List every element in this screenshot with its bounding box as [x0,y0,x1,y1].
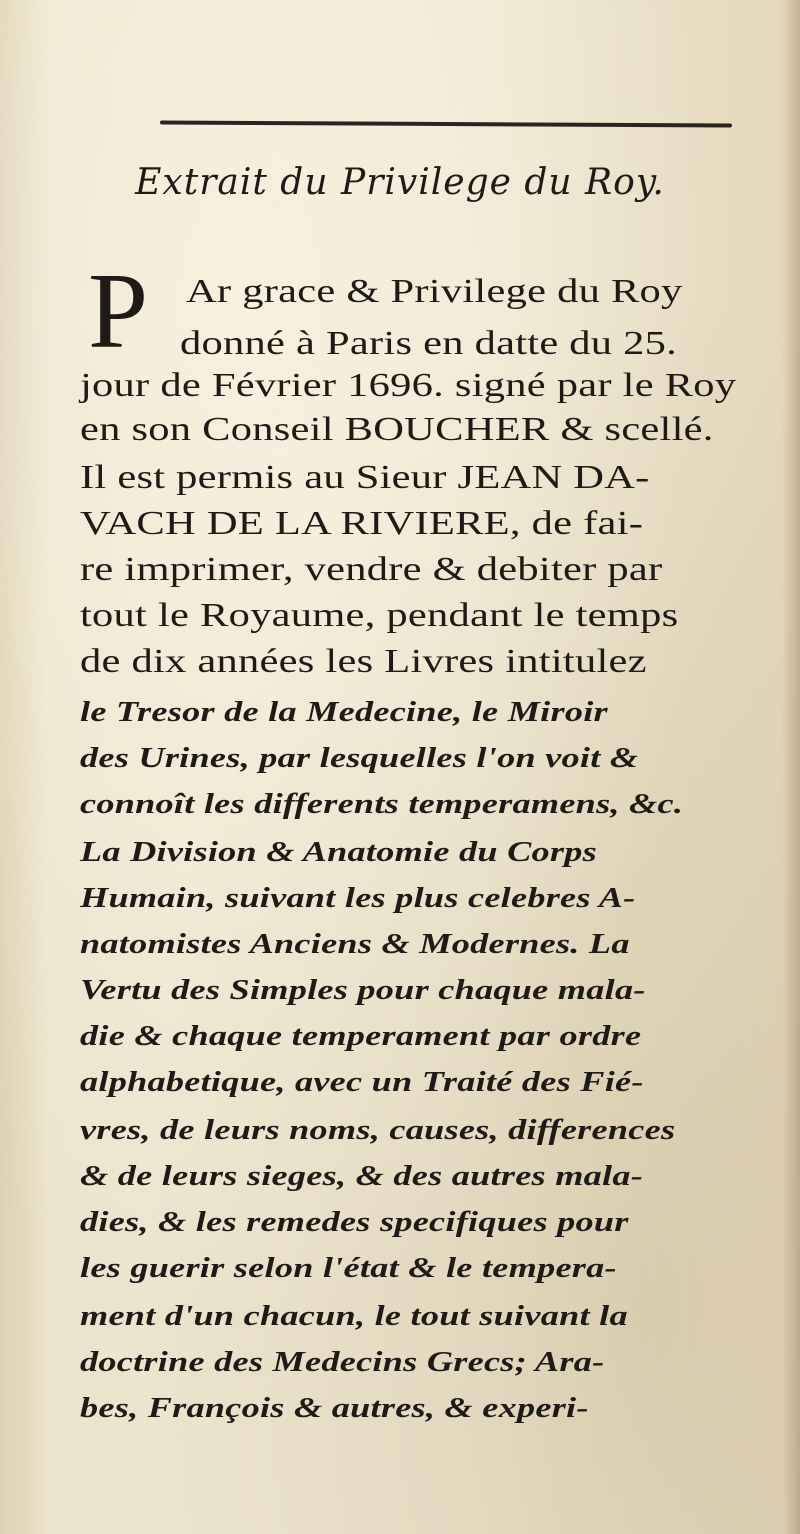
text-line: Humain, suivant les plus celebres A- [80,882,636,914]
text-line: en son Conseil BOUCHER & scellé. [80,411,714,448]
drop-cap: P [88,252,149,371]
text-line: ment d'un chacun, le tout suivant la [80,1300,628,1332]
text-line: vres, de leurs noms, causes, differences [80,1114,676,1146]
text-line: natomistes Anciens & Modernes. La [80,928,630,960]
text-line: Il est permis au Sieur JEAN DA- [80,459,650,496]
text-line: dies, & les remedes specifiques pour [80,1206,629,1238]
text-line: die & chaque temperament par ordre [80,1020,642,1052]
text-line: La Division & Anatomie du Corps [80,836,598,868]
text-line: bes, François & autres, & experi- [80,1392,589,1424]
text-line: jour de Février 1696. signé par le Roy [80,367,737,404]
text-line: Vertu des Simples pour chaque mala- [80,974,646,1006]
text-line: les guerir selon l'état & le tempera- [80,1252,617,1284]
text-line: tout le Royaume, pendant le temps [80,597,679,634]
text-line: donné à Paris en datte du 25. [180,325,678,362]
header-rule [160,121,732,128]
page-title: Extrait du Privilege du Roy. [135,162,665,203]
text-line: de dix années les Livres intitulez [80,643,647,680]
text-line: le Tresor de la Medecine, le Miroir [80,696,608,728]
text-line: connoît les differents temperamens, &c. [80,788,684,820]
text-line: & de leurs sieges, & des autres mala- [80,1160,644,1192]
text-line: VACH DE LA RIVIERE, de fai- [80,505,644,542]
text-line: alphabetique, avec un Traité des Fié- [80,1066,644,1098]
text-line: doctrine des Medecins Grecs; Ara- [80,1346,605,1378]
text-line: des Urines, par lesquelles l'on voit & [80,742,639,774]
text-line: re imprimer, vendre & debiter par [80,551,663,588]
text-line: Ar grace & Privilege du Roy [186,273,683,310]
